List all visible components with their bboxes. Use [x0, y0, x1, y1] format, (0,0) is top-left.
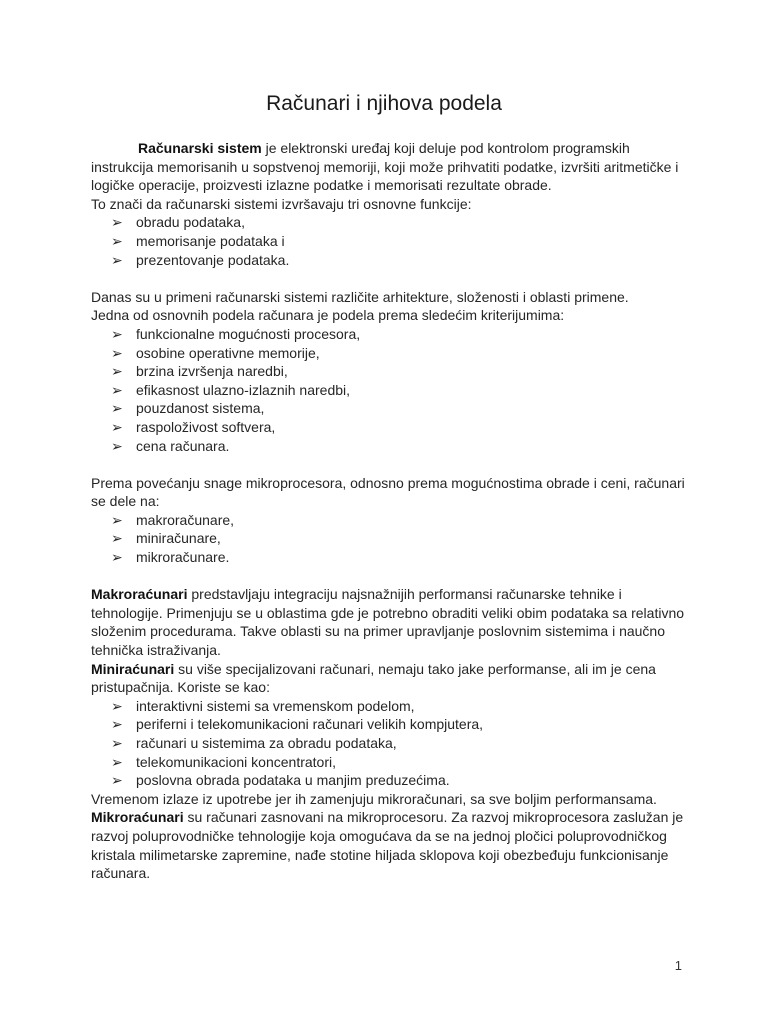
list-item	[91, 399, 685, 418]
mini-uses-list	[91, 697, 685, 790]
list-item	[91, 734, 685, 753]
list-item-text: periferni i telekomunikacioni računari velikih kompjutera,	[136, 716, 484, 733]
list-item	[91, 437, 685, 456]
list-item-text: makroračunare,	[136, 511, 235, 528]
intro-paragraph	[91, 139, 685, 195]
list-item	[91, 697, 685, 716]
mikro-text: su računari zasnovani na mikroprocesoru. Za razvoj mikroprocesora zaslužan je razvoj poluprovodničke tehnologije koja omogućava da se na jednoj pločici poluprovodničkog kristala milimetarske zapremine, nađe stotine hiljada sklopova koji obezbeđuju funkcionisanje računara.	[91, 809, 684, 882]
intro-term: Računarski sistem	[138, 140, 262, 156]
bullet-icon: ➢	[111, 716, 123, 733]
mini-text: su više specijalizovani računari, nemaju tako jake performanse, ali im je cena pristupačnija. Koriste se kao:	[91, 660, 656, 696]
bullet-icon: ➢	[111, 344, 123, 361]
bullet-icon: ➢	[111, 549, 123, 566]
list-item	[91, 548, 685, 567]
list-item	[91, 344, 685, 363]
functions-list	[91, 213, 685, 269]
list-item	[91, 511, 685, 530]
list-item-text: mikroračunare.	[136, 549, 230, 566]
bullet-icon: ➢	[111, 530, 123, 547]
criteria-paragraph-1: Danas su u primeni računarski sistemi različite arhitekture, složenosti i oblasti primene.	[91, 288, 629, 305]
bullet-icon: ➢	[111, 735, 123, 751]
list-item	[91, 529, 685, 548]
list-item-text: brzina izvršenja naredbi,	[136, 363, 288, 380]
list-item-text: interaktivni sistemi sa vremenskom podelom,	[136, 697, 415, 714]
list-item	[91, 771, 685, 790]
bullet-icon: ➢	[111, 753, 123, 770]
list-item	[91, 753, 685, 772]
list-item	[91, 715, 685, 734]
bullet-icon: ➢	[111, 214, 123, 231]
list-item-text: osobine operativne memorije,	[136, 344, 320, 361]
criteria-list	[91, 325, 685, 455]
bullet-icon: ➢	[111, 697, 123, 714]
list-item	[91, 362, 685, 381]
mikro-term: Mikroraćunari	[91, 809, 184, 826]
list-item-text: cena računara.	[136, 437, 230, 454]
list-item	[91, 325, 685, 344]
list-item-text: obradu podataka,	[136, 214, 245, 231]
bullet-icon: ➢	[111, 363, 123, 380]
list-item-text: računari u sistemima za obradu podataka,	[136, 735, 397, 751]
list-item-text: poslovna obrada podataka u manjim preduzećima.	[136, 772, 450, 789]
list-item-text: miniračunare,	[136, 530, 221, 547]
bullet-icon: ➢	[111, 381, 123, 398]
list-item-text: memorisanje podataka i	[136, 232, 285, 249]
list-item-text: telekomunikacioni koncentratori,	[136, 753, 336, 770]
functions-intro: To znači da računarski sistemi izvršavaju tri osnovne funkcije:	[91, 195, 472, 212]
list-item-text: raspoloživost softvera,	[136, 418, 276, 435]
bullet-icon: ➢	[111, 418, 123, 435]
bullet-icon: ➢	[111, 437, 123, 454]
list-item	[91, 418, 685, 437]
mini-outro: Vremenom izlaze iz upotrebe jer ih zamenjuju mikroračunari, sa sve boljim performansama.	[91, 790, 657, 807]
list-item	[91, 251, 685, 270]
bullet-icon: ➢	[111, 251, 123, 268]
mini-paragraph	[91, 660, 685, 697]
division-list	[91, 511, 685, 567]
list-item-text: funkcionalne mogućnosti procesora,	[136, 325, 361, 342]
list-item-text: prezentovanje podataka.	[136, 251, 290, 268]
list-item-text: pouzdanost sistema,	[136, 400, 265, 417]
makro-text: predstavljaju integraciju najsnažnijih performansi računarske tehnike i tehnologije. Primenjuju se u oblastima gde je potrebno obraditi veliki obim podataka sa relativno složenim procedurama. Takve oblasti su na primer upravljanje poslovnim sistemima i naučno tehnička istraživanja.	[91, 586, 685, 659]
intro-text: je elektronski uređaj koji deluje pod kontrolom programskih instrukcija memorisanih u sopstvenoj memoriji, koji može prihvatiti podatke, izvršiti aritmetičke i logičke operacije, proizvesti izlazne podatke i memorisati rezultate obrade.	[91, 140, 679, 194]
list-item-text: efikasnost ulazno-izlaznih naredbi,	[136, 381, 351, 398]
list-item	[91, 232, 685, 251]
spacer	[91, 269, 685, 288]
bullet-icon: ➢	[111, 511, 123, 528]
division-intro: Prema povećanju snage mikroprocesora, odnosno prema mogućnostima obrade i ceni, računari se dele na:	[91, 474, 685, 510]
criteria-paragraph-2: Jedna od osnovnih podela računara je podela prema sledećim kriterijumima:	[91, 307, 565, 324]
document-body	[91, 139, 685, 883]
list-item	[91, 213, 685, 232]
bullet-icon: ➢	[111, 772, 123, 789]
bullet-icon: ➢	[111, 232, 123, 249]
mini-term: Miniraćunari	[91, 660, 175, 677]
makro-term: Makroraćunari	[91, 586, 188, 603]
mikro-paragraph	[91, 808, 685, 882]
spacer	[91, 567, 685, 586]
makro-paragraph	[91, 585, 685, 659]
page-number: 1	[674, 958, 682, 973]
page-title: Računari i njihova podela	[266, 92, 502, 115]
spacer	[91, 455, 685, 474]
bullet-icon: ➢	[111, 400, 123, 417]
bullet-icon: ➢	[111, 325, 123, 342]
list-item	[91, 381, 685, 400]
